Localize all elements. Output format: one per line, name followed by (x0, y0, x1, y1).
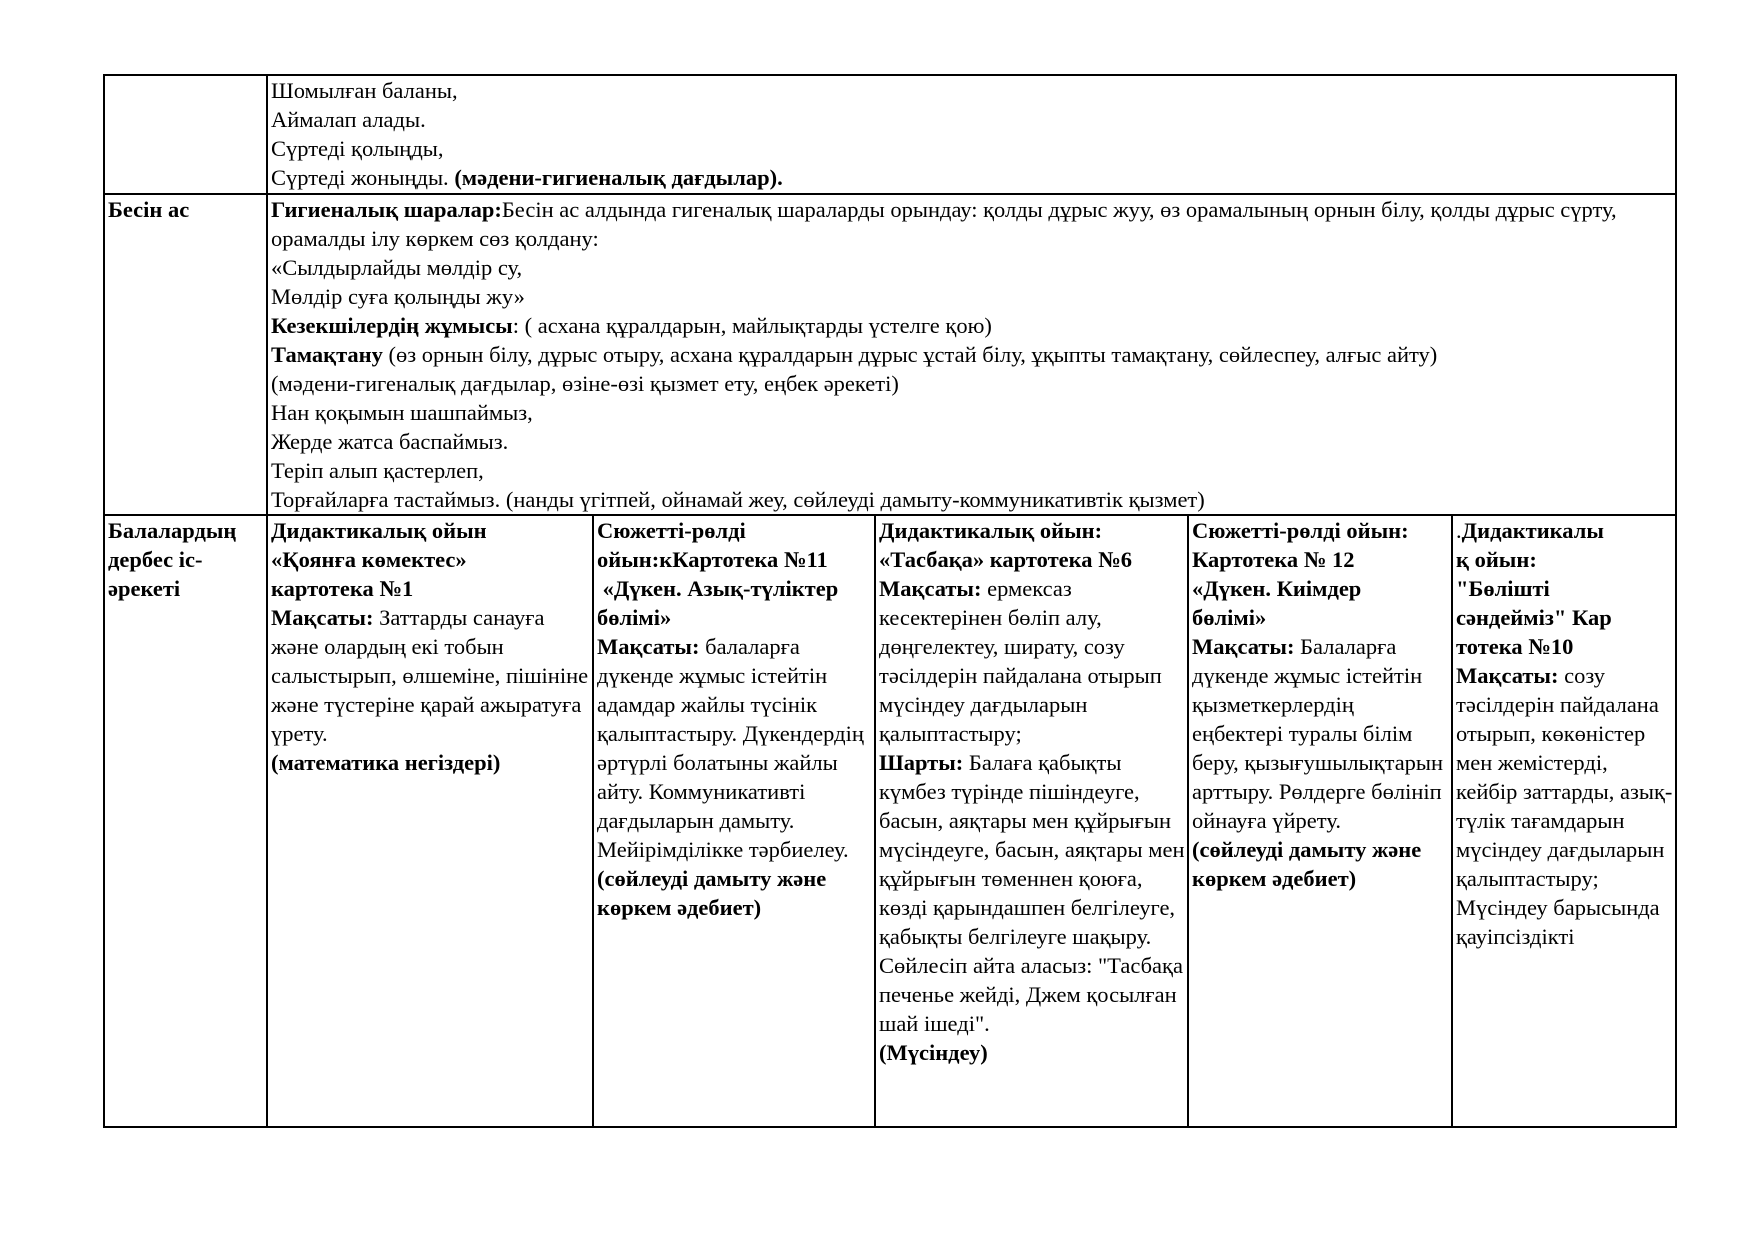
goal-text: ермексаз кесектерінен бөліп алу, дөңгелектеу, ширату, созу тәсілдерін пайдалана отырып мүсіндеу дағдыларын қалыптастыру; (879, 576, 1162, 746)
row-bathing-verse (104, 75, 1676, 194)
activity-goal (1456, 661, 1673, 951)
meal-heading: Тамақтану (271, 342, 383, 367)
title-prefix: . (1456, 518, 1462, 543)
row-label-line: Балалардың (108, 518, 237, 543)
goal-heading: Мақсаты: (1192, 634, 1295, 659)
activity-title-line: «Дүкен. Азық-түліктер (597, 576, 839, 601)
activity-title-line: картотека №1 (271, 576, 414, 601)
hygiene-text: Бесін ас алдында гигеналық шараларды орындау: қолды дұрыс жуу, өз орамалының орнын білу, қолды дұрыс сүрту, орамалды ілу көркем сөз қолдану: (271, 197, 1617, 251)
activity-goal (1192, 632, 1449, 835)
condition-heading: Шарты: (879, 750, 964, 775)
activity-title-line: ойын:кКартотека №11 (597, 547, 828, 572)
activity-title-line (1456, 516, 1673, 545)
verse-last-text: Сүртеді жоныңды. (271, 165, 455, 190)
goal-heading: Мақсаты: (1456, 663, 1559, 688)
verse-line: Жерде жатса баспаймыз. (271, 429, 509, 454)
activity-condition (879, 748, 1185, 1038)
row-label-line: дербес іс- (108, 547, 203, 572)
activity-cell-2 (593, 515, 875, 1127)
activity-title-line: қ ойын: (1456, 547, 1537, 572)
verse-line: Нан қоқымын шашпаймыз, (271, 400, 533, 425)
goal-text: созу тәсілдерін пайдалана отырып, көкөністер мен жемістерді, кейбір заттарды, азық-түлік тағамдарын мүсіндеу дағдыларын қалыптастыру; Мүсіндеу барысында қауіпсіздікті (1456, 663, 1673, 949)
verse-line: Аймалап алады. (271, 107, 426, 132)
row-independent-activity (104, 515, 1676, 1127)
goal-text: Заттарды санауға және олардың екі тобын салыстырып, өлшеміне, пішініне және түстеріне қарай ажыратуға үрету. (271, 605, 589, 746)
activity-area: (Мүсіндеу) (879, 1040, 988, 1065)
title-text: Дидактикалы (1461, 518, 1604, 543)
activity-title-line: «Қоянға көмектес» (271, 547, 467, 572)
meal-text: (өз орнын білу, дұрыс отыру, асхана құралдарын дұрыс ұстай білу, ұқыпты тамақтану, сөйлеспеу, алғыс айту) (382, 342, 1438, 367)
verse-line: Торғайларға тастаймыз. (нанды үгітпей, ойнамай жеу, сөйлеуді дамыту-коммуникативтік қызмет) (271, 487, 1205, 512)
row2-content-cell (267, 194, 1676, 515)
activity-cell-5 (1452, 515, 1676, 1127)
meal-paragraph (271, 340, 1673, 369)
verse-line: Мөлдір суға қолыңды жу» (271, 284, 525, 309)
verse-line: Шомылған баланы, (271, 78, 458, 103)
row-afternoon-snack (104, 194, 1676, 515)
meal-note: (мәдени-гигеналық дағдылар, өзіне-өзі қызмет ету, еңбек әрекеті) (271, 371, 899, 396)
activity-title-line: Картотека № 12 (1192, 547, 1355, 572)
duty-paragraph (271, 311, 1673, 340)
hygiene-paragraph (271, 195, 1673, 253)
row1-label-cell (104, 75, 267, 194)
row2-label-cell (104, 194, 267, 515)
verse-line: Сүртеді қолыңды, (271, 136, 444, 161)
activity-cell-1 (267, 515, 593, 1127)
activity-title-line: Сюжетті-рөлді (597, 518, 746, 543)
row-label-line: әрекеті (108, 576, 181, 601)
verse-line: Теріп алып қастерлеп, (271, 458, 484, 483)
activity-title-line: Дидактикалық ойын (271, 518, 487, 543)
activity-goal (879, 574, 1185, 748)
goal-heading: Мақсаты: (597, 634, 700, 659)
activity-title-line: Сюжетті-рөлді ойын: (1192, 518, 1409, 543)
verse-line (271, 163, 1673, 192)
goal-heading: Мақсаты: (271, 605, 374, 630)
activity-cell-3 (875, 515, 1188, 1127)
activity-title-line: бөлімі» (1192, 605, 1267, 630)
row-label: Бесін ас (108, 197, 190, 222)
row1-content-cell (267, 75, 1676, 194)
duty-heading: Кезекшілердің жұмысы (271, 313, 513, 338)
goal-text: балаларға дүкенде жұмыс істейтін адамдар жайлы түсінік қалыптастыру. Дүкендердің әртүрлі болатыны жайлы айту. Коммуникативті дағдыларын дамыту. Мейірімділікке тәрбиелеу. (597, 634, 864, 862)
goal-text: Балаларға дүкенде жұмыс істейтін қызметкерлердің еңбектері туралы білім беру, қызығушылықтарын арттыру. Рөлдерге бөлініп ойнауға үйрету. (1192, 634, 1444, 833)
activity-title-line: "Бөлішті (1456, 576, 1550, 601)
skill-note: (мәдени-гигиеналық дағдылар). (454, 165, 783, 190)
activity-goal (271, 603, 590, 748)
activity-title-line: тотека №10 (1456, 634, 1574, 659)
activity-area: (сөйлеуді дамыту және көркем әдебиет) (1192, 837, 1422, 891)
activity-title-line: «Дүкен. Киімдер (1192, 576, 1362, 601)
activity-title-line: сәндейміз" Кар (1456, 605, 1612, 630)
schedule-table (103, 74, 1677, 1128)
row3-label-cell (104, 515, 267, 1127)
activity-title-line: Дидактикалық ойын: (879, 518, 1103, 543)
activity-area: (сөйлеуді дамыту және көркем әдебиет) (597, 866, 827, 920)
duty-text: : ( асхана құралдарын, майлықтарды үстелге қою) (512, 313, 992, 338)
condition-text: Балаға қабықты күмбез түрінде пішіндеуге, басын, аяқтары мен құйрығын мүсіндеуге, басын, аяқтары мен құйрығын төменнен қоюға, көзді қарындашпен белгілеуге, қабықты белгілеуге шақыру. Сөйлесіп айта аласыз: "Тасбақа печенье жейді, Джем қосылған шай ішеді". (879, 750, 1185, 1036)
activity-area: (математика негіздері) (271, 750, 501, 775)
goal-heading: Мақсаты: (879, 576, 982, 601)
hygiene-heading: Гигиеналық шаралар: (271, 197, 502, 222)
verse-line: «Сылдырлайды мөлдір су, (271, 255, 523, 280)
activity-title-line: бөлімі» (597, 605, 672, 630)
activity-title-line: «Тасбақа» картотека №6 (879, 547, 1132, 572)
activity-cell-4 (1188, 515, 1452, 1127)
activity-goal (597, 632, 872, 864)
